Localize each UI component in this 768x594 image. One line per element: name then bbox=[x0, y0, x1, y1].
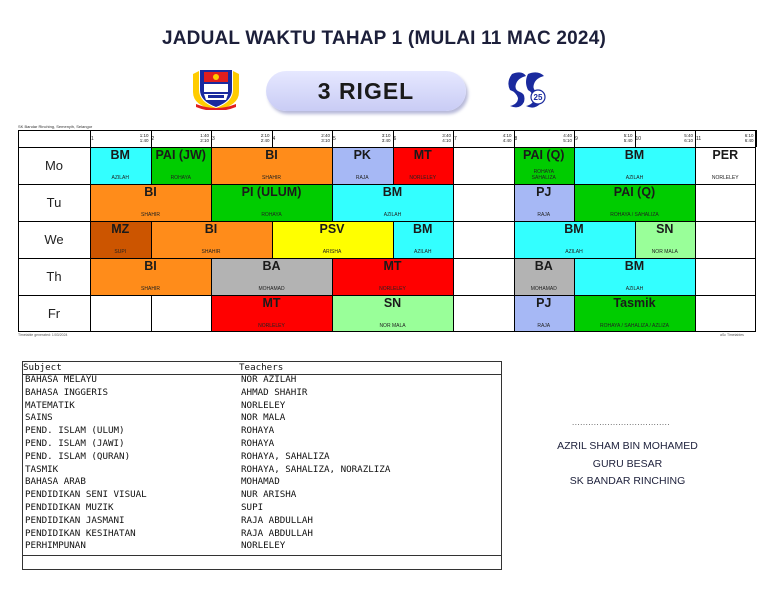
lesson-subject: PJ bbox=[536, 185, 552, 199]
legend-subject: PEND. ISLAM (ULUM) bbox=[25, 425, 125, 437]
lesson-teacher: NORLELEY bbox=[711, 175, 739, 181]
lesson-teacher: NORLELEY bbox=[258, 323, 285, 329]
legend-teachers: SUPI bbox=[241, 502, 264, 513]
grid-line bbox=[393, 147, 394, 184]
legend-subject: PENDIDIKAN SENI VISUAL bbox=[25, 489, 147, 501]
grid-line bbox=[18, 147, 756, 148]
lesson-subject: Tasmik bbox=[613, 296, 656, 310]
legend-row bbox=[25, 425, 499, 437]
grid-line bbox=[574, 184, 575, 221]
grid-line bbox=[514, 221, 515, 258]
period-number: 1 bbox=[91, 136, 94, 142]
lesson-teacher: AZILAH bbox=[383, 212, 402, 218]
grid-line bbox=[574, 295, 575, 332]
subject-teacher-legend bbox=[22, 361, 502, 570]
empty-cell bbox=[151, 295, 212, 332]
period-start: 4:40 bbox=[563, 133, 572, 138]
period-number: 6 bbox=[393, 136, 397, 142]
grid-line bbox=[18, 258, 756, 259]
lesson-cell bbox=[332, 258, 453, 295]
lesson-cell bbox=[393, 147, 454, 184]
period-number: 10 bbox=[635, 136, 642, 142]
lesson-subject: MZ bbox=[111, 222, 130, 236]
legend-row bbox=[25, 489, 499, 501]
period-number: 9 bbox=[575, 136, 578, 142]
legend-subject: TASMIK bbox=[25, 463, 59, 475]
lesson-teacher: NOR MALA bbox=[651, 249, 678, 255]
period-start: 3:40 bbox=[442, 133, 451, 138]
period-header bbox=[453, 130, 514, 147]
legend-teachers: MOHAMAD bbox=[241, 476, 280, 488]
lesson-teacher: AZILAH bbox=[625, 175, 644, 181]
legend-row bbox=[25, 451, 499, 463]
lesson-cell bbox=[514, 147, 575, 184]
legend-row bbox=[25, 528, 499, 540]
grid-line bbox=[514, 295, 515, 332]
period-header bbox=[211, 130, 272, 147]
lesson-subject: PJ bbox=[536, 296, 552, 310]
lesson-teacher: MOHAMAD bbox=[258, 286, 285, 292]
period-header bbox=[574, 130, 635, 147]
period-start: 4:10 bbox=[502, 133, 512, 138]
empty-cell bbox=[453, 295, 514, 332]
day-label: Th bbox=[46, 269, 62, 284]
class-name-banner: 3 RIGEL bbox=[266, 71, 466, 111]
period-start: 2:40 bbox=[321, 133, 330, 138]
lesson-subject: BM bbox=[413, 222, 433, 236]
lesson-cell bbox=[574, 295, 695, 332]
lesson-teacher: ROHAYA / SAHALIZA / AZLIZA bbox=[599, 323, 669, 329]
grid-line bbox=[18, 221, 756, 222]
lesson-subject: PK bbox=[353, 148, 371, 162]
grid-line bbox=[332, 295, 333, 332]
lesson-teacher: MOHAMAD bbox=[530, 286, 557, 292]
period-end: 4:40 bbox=[502, 138, 512, 143]
legend-subject: PENDIDIKAN MUZIK bbox=[25, 502, 114, 513]
legend-subject: BAHASA MELAYU bbox=[25, 374, 97, 385]
period-header bbox=[272, 130, 333, 147]
empty-cell bbox=[453, 184, 514, 221]
legend-teachers: NORLELEY bbox=[241, 399, 286, 411]
period-header bbox=[332, 130, 393, 147]
grid-line bbox=[151, 147, 152, 184]
grid-line bbox=[151, 130, 152, 147]
period-start: 5:10 bbox=[623, 133, 633, 138]
lesson-teacher: AZILAH bbox=[413, 249, 432, 255]
headmaster-title: GURU BESAR bbox=[592, 458, 663, 470]
grid-line bbox=[332, 258, 333, 295]
legend-row bbox=[25, 387, 499, 399]
grid-line bbox=[695, 258, 696, 295]
lesson-subject: MT bbox=[413, 148, 432, 162]
period-time bbox=[503, 133, 512, 143]
period-number: 8 bbox=[514, 136, 518, 142]
period-header bbox=[695, 130, 756, 147]
legend-teachers: NOR MALA bbox=[241, 412, 286, 424]
lesson-teacher: NORLELEY bbox=[379, 286, 406, 292]
lesson-cell bbox=[90, 221, 151, 258]
period-number: 4 bbox=[272, 136, 276, 142]
grid-line bbox=[453, 184, 454, 221]
grid-line bbox=[272, 130, 273, 147]
legend-subject: BAHASA ARAB bbox=[25, 476, 86, 488]
empty-cell bbox=[695, 221, 756, 258]
legend-subject: PEND. ISLAM (JAWI) bbox=[25, 438, 125, 449]
lesson-teacher: AZILAH bbox=[625, 286, 644, 292]
empty-cell bbox=[453, 147, 514, 184]
lesson-teacher: ROHAYA bbox=[261, 212, 282, 218]
lesson-cell bbox=[635, 221, 696, 258]
period-end: 6:10 bbox=[684, 138, 693, 143]
lesson-subject: BM bbox=[110, 148, 130, 162]
lesson-subject: BM bbox=[624, 148, 645, 162]
grid-line bbox=[211, 258, 212, 295]
legend-teachers: NOR AZILAH bbox=[241, 374, 297, 385]
lesson-cell bbox=[90, 147, 151, 184]
lesson-subject: BA bbox=[262, 259, 281, 273]
legend-row bbox=[25, 374, 499, 386]
lesson-teacher: NOR MALA bbox=[379, 323, 406, 329]
grid-line bbox=[332, 130, 333, 147]
empty-cell bbox=[695, 295, 756, 332]
day-label: We bbox=[44, 232, 64, 247]
lesson-teacher: AZILAH bbox=[565, 249, 583, 255]
lesson-teacher: ROHAYA bbox=[170, 175, 191, 181]
grid-line bbox=[574, 147, 575, 184]
grid-line bbox=[18, 130, 756, 131]
grid-line bbox=[514, 258, 515, 295]
legend-row bbox=[25, 438, 499, 450]
grid-line bbox=[332, 147, 333, 184]
period-start: 3:10 bbox=[381, 133, 391, 138]
empty-cell bbox=[90, 295, 151, 332]
grid-line bbox=[18, 130, 19, 332]
lesson-cell bbox=[272, 221, 393, 258]
period-time bbox=[321, 133, 330, 143]
period-start: 1:10 bbox=[139, 133, 149, 138]
lesson-subject: MT bbox=[262, 296, 281, 310]
lesson-cell bbox=[211, 184, 332, 221]
period-header bbox=[90, 130, 151, 147]
grid-line bbox=[695, 147, 696, 184]
lesson-teacher: SUPI bbox=[114, 249, 127, 255]
lesson-cell bbox=[211, 147, 332, 184]
legend-subject: PEND. ISLAM (QURAN) bbox=[25, 450, 131, 462]
period-number: 7 bbox=[454, 136, 457, 142]
period-start: 5:40 bbox=[684, 133, 693, 138]
lesson-cell bbox=[332, 295, 453, 332]
legend-teachers: ROHAYA, SAHALIZA, NORAZLIZA bbox=[241, 463, 391, 475]
grid-line bbox=[18, 184, 756, 185]
grid-line bbox=[211, 147, 212, 184]
period-end: 1:40 bbox=[139, 138, 149, 143]
lesson-teacher: SHAHIR bbox=[141, 286, 160, 292]
legend-row bbox=[25, 412, 499, 424]
lesson-subject: PAI (Q) bbox=[523, 148, 565, 162]
grid-line bbox=[514, 184, 515, 221]
grid-line bbox=[514, 130, 515, 147]
grid-line bbox=[18, 331, 756, 332]
period-time bbox=[563, 133, 572, 143]
lesson-cell bbox=[151, 221, 272, 258]
period-start: 2:10 bbox=[260, 133, 270, 138]
lesson-teacher: ROHAYA / SAHALIZA bbox=[610, 212, 659, 218]
period-end: 3:10 bbox=[321, 138, 330, 143]
period-time bbox=[261, 133, 270, 143]
lesson-teacher: NORLELEY bbox=[409, 175, 437, 181]
period-number: 11 bbox=[696, 136, 702, 142]
lesson-teacher: ARISHA bbox=[322, 249, 342, 255]
day-label: Fr bbox=[47, 306, 61, 321]
grid-line bbox=[756, 130, 757, 147]
grid-line bbox=[211, 184, 212, 221]
period-start: 6:10 bbox=[744, 133, 754, 138]
lesson-subject: PAI (Q) bbox=[613, 185, 656, 199]
period-number: 5 bbox=[333, 136, 336, 142]
lesson-cell bbox=[574, 184, 695, 221]
lesson-teacher: RAJA bbox=[537, 212, 551, 218]
lesson-teacher: ROHAYA SAHALIZA bbox=[531, 169, 556, 181]
headmaster-name: AZRIL SHAM BIN MOHAMED bbox=[557, 440, 698, 452]
empty-cell bbox=[453, 221, 514, 258]
grid-line bbox=[695, 295, 696, 332]
grid-line bbox=[755, 130, 756, 332]
grid-line bbox=[332, 184, 333, 221]
lesson-subject: BI bbox=[204, 222, 218, 236]
lesson-teacher: SHAHIR bbox=[201, 249, 221, 255]
period-time bbox=[140, 133, 149, 143]
legend-teachers: ROHAYA, SAHALIZA bbox=[241, 450, 330, 462]
period-time bbox=[442, 133, 451, 143]
grid-line bbox=[272, 221, 273, 258]
grid-line bbox=[453, 147, 454, 184]
period-start: 1:40 bbox=[200, 133, 209, 138]
generated-note: Timetable generated: 1/03/2024 bbox=[18, 333, 68, 337]
legend-teachers: NUR ARISHA bbox=[241, 489, 297, 501]
grid-line bbox=[695, 184, 696, 221]
lesson-cell bbox=[211, 258, 332, 295]
grid-line bbox=[574, 130, 575, 147]
period-time bbox=[200, 133, 209, 143]
grid-line bbox=[393, 221, 394, 258]
lesson-subject: PAI (JW) bbox=[155, 148, 206, 162]
lesson-teacher: SHAHIR bbox=[262, 175, 281, 181]
anniversary-25-logo bbox=[506, 70, 548, 110]
lesson-subject: BA bbox=[534, 259, 553, 273]
school-name: SK BANDAR RINCHING bbox=[569, 475, 686, 487]
lesson-subject: SN bbox=[656, 222, 674, 236]
legend-subject: PENDIDIKAN KESIHATAN bbox=[25, 527, 136, 539]
legend-subject: SAINS bbox=[25, 412, 53, 424]
lesson-cell bbox=[90, 258, 211, 295]
legend-row bbox=[25, 515, 499, 527]
period-time bbox=[684, 133, 693, 143]
grid-line bbox=[695, 130, 696, 147]
legend-row bbox=[25, 502, 499, 514]
lesson-cell bbox=[514, 258, 575, 295]
grid-line bbox=[695, 221, 696, 258]
grid-line bbox=[453, 221, 454, 258]
period-time bbox=[745, 133, 754, 143]
lesson-cell bbox=[332, 184, 453, 221]
lesson-cell bbox=[151, 147, 212, 184]
period-number: 3 bbox=[212, 136, 215, 142]
legend-subject: BAHASA INGGERIS bbox=[25, 386, 108, 398]
lesson-subject: BM bbox=[624, 259, 645, 273]
lesson-cell bbox=[332, 147, 393, 184]
grid-line bbox=[151, 295, 152, 332]
lesson-subject: SN bbox=[383, 296, 402, 310]
period-header bbox=[635, 130, 696, 147]
lesson-teacher: AZILAH bbox=[111, 175, 129, 181]
lesson-cell bbox=[90, 184, 211, 221]
period-header bbox=[151, 130, 212, 147]
lesson-subject: BM bbox=[564, 222, 584, 236]
grid-line bbox=[453, 258, 454, 295]
lesson-subject: BI bbox=[144, 185, 157, 199]
timetable-grid bbox=[18, 130, 754, 333]
lesson-subject: PSV bbox=[319, 222, 345, 236]
empty-cell bbox=[695, 184, 756, 221]
legend-subject: Subject bbox=[23, 362, 62, 373]
lesson-subject: BI bbox=[144, 259, 157, 273]
legend-teachers: NORLELEY bbox=[241, 540, 286, 552]
lesson-teacher: RAJA bbox=[355, 175, 369, 181]
school-crest-logo bbox=[190, 68, 242, 110]
legend-row bbox=[25, 476, 499, 488]
legend-divider bbox=[23, 555, 501, 556]
empty-cell bbox=[695, 258, 756, 295]
period-end: 6:40 bbox=[744, 138, 754, 143]
grid-line bbox=[211, 295, 212, 332]
legend-teachers: RAJA ABDULLAH bbox=[241, 527, 313, 539]
grid-line bbox=[393, 130, 394, 147]
lesson-cell bbox=[574, 258, 695, 295]
legend-subject: PERHIMPUNAN bbox=[25, 540, 86, 552]
period-time bbox=[624, 133, 633, 143]
grid-line bbox=[18, 295, 756, 296]
lesson-subject: PI (ULUM) bbox=[241, 185, 302, 199]
empty-cell bbox=[453, 258, 514, 295]
grid-line bbox=[453, 295, 454, 332]
lesson-cell bbox=[695, 147, 756, 184]
legend-teachers: ROHAYA bbox=[241, 425, 275, 437]
period-end: 4:10 bbox=[442, 138, 451, 143]
grid-line bbox=[514, 147, 515, 184]
lesson-teacher: SHAHIR bbox=[141, 212, 160, 218]
grid-line bbox=[151, 221, 152, 258]
lesson-subject: MT bbox=[383, 259, 402, 273]
school-caption: SK Bandar Rinching, Semenyih, Selangor bbox=[18, 124, 93, 129]
lesson-teacher: RAJA bbox=[537, 323, 551, 329]
grid-line bbox=[574, 258, 575, 295]
legend-teachers: AHMAD SHAHIR bbox=[241, 386, 308, 398]
period-end: 5:10 bbox=[563, 138, 572, 143]
lesson-cell bbox=[574, 147, 695, 184]
grid-line bbox=[635, 130, 636, 147]
lesson-cell bbox=[514, 184, 575, 221]
grid-line bbox=[453, 130, 454, 147]
period-header bbox=[514, 130, 575, 147]
day-label: Tu bbox=[46, 195, 62, 210]
signature-line: .................................... bbox=[572, 418, 671, 427]
svg-text:25: 25 bbox=[533, 93, 543, 102]
lesson-cell bbox=[514, 221, 635, 258]
period-end: 5:40 bbox=[623, 138, 633, 143]
legend-subject: PENDIDIKAN JASMANI bbox=[25, 514, 125, 526]
period-header bbox=[393, 130, 454, 147]
legend-row bbox=[25, 540, 499, 552]
grid-line bbox=[635, 221, 636, 258]
lesson-subject: BI bbox=[265, 148, 278, 162]
grid-line bbox=[211, 130, 212, 147]
lesson-cell bbox=[393, 221, 454, 258]
legend-teachers: ROHAYA bbox=[241, 438, 275, 449]
period-end: 2:10 bbox=[200, 138, 209, 143]
lesson-cell bbox=[211, 295, 332, 332]
period-time bbox=[382, 133, 391, 143]
period-number: 2 bbox=[151, 136, 155, 142]
legend-row bbox=[25, 464, 499, 476]
grid-line bbox=[90, 130, 91, 332]
page-title: JADUAL WAKTU TAHAP 1 (MULAI 11 MAC 2024) bbox=[161, 28, 606, 49]
lesson-subject: BM bbox=[382, 185, 403, 199]
period-end: 2:40 bbox=[260, 138, 270, 143]
lesson-cell bbox=[514, 295, 575, 332]
day-label: Mo bbox=[44, 158, 64, 173]
software-credit: aSc Timetables bbox=[720, 333, 744, 337]
legend-row bbox=[25, 400, 499, 412]
lesson-subject: PER bbox=[712, 148, 739, 162]
legend-subject: MATEMATIK bbox=[25, 399, 75, 411]
legend-teachers: RAJA ABDULLAH bbox=[241, 514, 313, 526]
period-end: 3:40 bbox=[381, 138, 391, 143]
legend-teachers: Teachers bbox=[239, 362, 284, 373]
